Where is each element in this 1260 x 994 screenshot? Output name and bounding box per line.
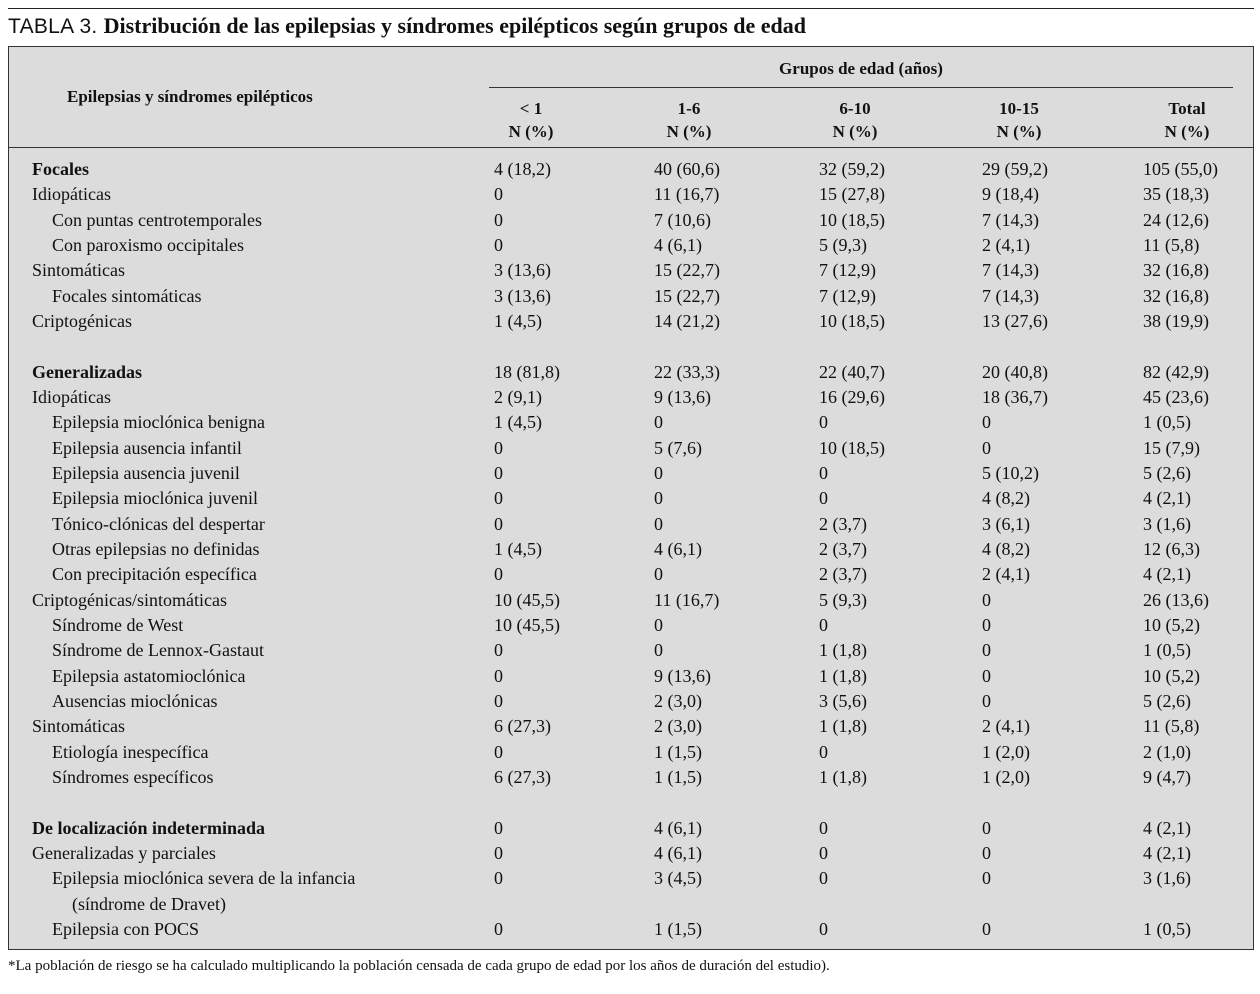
table-cell: 0: [982, 843, 991, 863]
table-row: [9, 360, 1253, 385]
table-row: [9, 537, 1253, 562]
table-cell: 4 (2,1): [1143, 488, 1191, 508]
table-cell: 4 (2,1): [1143, 564, 1191, 584]
column-header-6-10: [815, 97, 895, 143]
table-cell: 0: [494, 564, 503, 584]
table-cell: 18 (81,8): [494, 362, 560, 382]
column-header-lt1: [491, 97, 571, 143]
table-cell: 10 (18,5): [819, 438, 885, 458]
row-header: Epilepsias y síndromes epilépticos: [67, 87, 313, 106]
column-unit: N (%): [666, 122, 712, 141]
table-cell: 24 (12,6): [1143, 210, 1209, 230]
table-cell: 0: [494, 919, 503, 939]
table-cell: 2 (1,0): [1143, 742, 1191, 762]
row-label: Otras epilepsias no definidas: [52, 539, 260, 559]
column-header-1-6: [649, 97, 729, 143]
table-cell: 5 (2,6): [1143, 691, 1191, 711]
table-cell: 0: [819, 919, 828, 939]
top-rule: [8, 8, 1254, 9]
table-row: [9, 233, 1253, 258]
table-cell: 5 (9,3): [819, 590, 867, 610]
table-cell: 0: [494, 488, 503, 508]
table-cell: 16 (29,6): [819, 387, 885, 407]
table-row: [9, 613, 1253, 638]
table-cell: 2 (3,0): [654, 716, 702, 736]
column-name: 1-6: [677, 99, 701, 118]
table-cell: 9 (13,6): [654, 666, 711, 686]
table-cell: 9 (18,4): [982, 184, 1039, 204]
table-cell: 15 (7,9): [1143, 438, 1200, 458]
header-rule: [9, 147, 1253, 148]
table-cell: 10 (5,2): [1143, 615, 1200, 635]
table-cell: 4 (18,2): [494, 159, 551, 179]
row-label: Síndrome de West: [52, 615, 184, 635]
column-header-total: [1147, 97, 1227, 143]
table-cell: 2 (9,1): [494, 387, 542, 407]
column-unit: N (%): [1164, 122, 1210, 141]
table-cell: 1 (1,5): [654, 742, 702, 762]
table-row: [9, 284, 1253, 309]
table-cell: 10 (45,5): [494, 590, 560, 610]
row-label: Con precipitación específica: [52, 564, 257, 584]
table-row: [9, 892, 1253, 917]
table-row: [9, 562, 1253, 587]
table-cell: 15 (22,7): [654, 260, 720, 280]
table-cell: 6 (27,3): [494, 716, 551, 736]
table-cell: 11 (5,8): [1143, 235, 1200, 255]
table-cell: 0: [494, 210, 503, 230]
table-row: [9, 816, 1253, 841]
table-cell: 13 (27,6): [982, 311, 1048, 331]
table-cell: 0: [982, 615, 991, 635]
table-cell: 0: [982, 412, 991, 432]
table-row: [9, 461, 1253, 486]
table-cell: 2 (4,1): [982, 235, 1030, 255]
row-label: Criptogénicas: [32, 311, 132, 331]
table-cell: 4 (6,1): [654, 235, 702, 255]
table-cell: 1 (4,5): [494, 311, 542, 331]
table-cell: 0: [819, 488, 828, 508]
table-cell: 22 (40,7): [819, 362, 885, 382]
table-cell: 4 (2,1): [1143, 843, 1191, 863]
table-row: [9, 841, 1253, 866]
table-title: [8, 12, 806, 41]
table-cell: 14 (21,2): [654, 311, 720, 331]
table-cell: 20 (40,8): [982, 362, 1048, 382]
table-cell: 2 (4,1): [982, 716, 1030, 736]
table-cell: 2 (3,7): [819, 539, 867, 559]
table-cell: 4 (2,1): [1143, 818, 1191, 838]
row-label: Epilepsia mioclónica severa de la infancia: [52, 868, 356, 888]
column-name: < 1: [519, 99, 543, 118]
row-label: Síndromes específicos: [52, 767, 214, 787]
table-cell: 1 (1,5): [654, 919, 702, 939]
table-cell: 0: [494, 463, 503, 483]
row-label: Criptogénicas/sintomáticas: [32, 590, 227, 610]
table-row: [9, 588, 1253, 613]
table-cell: 29 (59,2): [982, 159, 1048, 179]
table-cell: 10 (18,5): [819, 311, 885, 331]
table-cell: 22 (33,3): [654, 362, 720, 382]
table-cell: 40 (60,6): [654, 159, 720, 179]
table-cell: 1 (0,5): [1143, 412, 1191, 432]
row-label: Generalizadas: [32, 362, 142, 382]
row-label: Con puntas centrotemporales: [52, 210, 262, 230]
table-cell: 0: [982, 590, 991, 610]
table-cell: 82 (42,9): [1143, 362, 1209, 382]
table-row: [9, 258, 1253, 283]
table-cell: 105 (55,0): [1143, 159, 1218, 179]
table-cell: 10 (18,5): [819, 210, 885, 230]
table-cell: 0: [494, 438, 503, 458]
table-cell: 7 (10,6): [654, 210, 711, 230]
table-row: [9, 486, 1253, 511]
table-cell: 0: [654, 615, 663, 635]
table-cell: 0: [654, 564, 663, 584]
row-label: Epilepsia mioclónica benigna: [52, 412, 265, 432]
table-cell: 0: [494, 742, 503, 762]
table-cell: 0: [494, 640, 503, 660]
table-cell: 0: [494, 843, 503, 863]
table-cell: 38 (19,9): [1143, 311, 1209, 331]
table-cell: 0: [819, 463, 828, 483]
table-cell: 0: [982, 666, 991, 686]
table-cell: 35 (18,3): [1143, 184, 1209, 204]
table-cell: 11 (16,7): [654, 590, 720, 610]
row-label: Focales sintomáticas: [52, 286, 202, 306]
table-cell: 0: [982, 818, 991, 838]
table-cell: 32 (59,2): [819, 159, 885, 179]
table-row: [9, 436, 1253, 461]
table-cell: 4 (6,1): [654, 843, 702, 863]
table-row: [9, 157, 1253, 182]
group-header-rule: [489, 87, 1233, 88]
table-cell: 2 (3,7): [819, 564, 867, 584]
table-row: [9, 385, 1253, 410]
column-unit: N (%): [832, 122, 878, 141]
table-cell: 3 (13,6): [494, 286, 551, 306]
group-header: Grupos de edad (años): [779, 59, 943, 78]
column-name: Total: [1168, 99, 1206, 118]
table-cell: 5 (9,3): [819, 235, 867, 255]
table-cell: 3 (5,6): [819, 691, 867, 711]
table-cell: 1 (1,8): [819, 767, 867, 787]
table-cell: 0: [819, 868, 828, 888]
table-cell: 15 (22,7): [654, 286, 720, 306]
table-cell: 1 (1,8): [819, 666, 867, 686]
table-cell: 0: [982, 919, 991, 939]
table-cell: 11 (16,7): [654, 184, 720, 204]
row-label: Epilepsia con POCS: [52, 919, 199, 939]
table-cell: 0: [654, 640, 663, 660]
column-name: 10-15: [999, 99, 1039, 118]
table-cell: 0: [494, 691, 503, 711]
row-label: Epilepsia mioclónica juvenil: [52, 488, 258, 508]
table-cell: 9 (4,7): [1143, 767, 1191, 787]
table-cell: 1 (1,8): [819, 640, 867, 660]
table-cell: 7 (14,3): [982, 260, 1039, 280]
table-row: [9, 866, 1253, 891]
table-cell: 0: [819, 818, 828, 838]
table-row: [9, 638, 1253, 663]
table-cell: 1 (0,5): [1143, 640, 1191, 660]
table-cell: 10 (5,2): [1143, 666, 1200, 686]
table-row: [9, 309, 1253, 334]
table-cell: 1 (1,8): [819, 716, 867, 736]
row-label: Epilepsia ausencia infantil: [52, 438, 242, 458]
row-label: Epilepsia ausencia juvenil: [52, 463, 240, 483]
table-cell: 5 (7,6): [654, 438, 702, 458]
table-cell: 0: [494, 235, 503, 255]
table-cell: 1 (4,5): [494, 539, 542, 559]
table-cell: 5 (10,2): [982, 463, 1039, 483]
table-title-text: Distribución de las epilepsias y síndromes epilépticos según grupos de edad: [103, 13, 807, 38]
table-cell: 5 (2,6): [1143, 463, 1191, 483]
footnote: *La población de riesgo se ha calculado multiplicando la población censada de cada grupo de edad por los años de duración del estudio).: [8, 958, 830, 974]
row-label: Sintomáticas: [32, 716, 125, 736]
row-label: Idiopáticas: [32, 184, 111, 204]
table-row: [9, 917, 1253, 942]
table-cell: 0: [982, 868, 991, 888]
table-cell: 7 (12,9): [819, 260, 876, 280]
table-cell: 7 (14,3): [982, 210, 1039, 230]
table-cell: 0: [819, 412, 828, 432]
table-cell: 1 (4,5): [494, 412, 542, 432]
table-row: [9, 689, 1253, 714]
column-header-10-15: [979, 97, 1059, 143]
table-cell: 10 (45,5): [494, 615, 560, 635]
table-cell: 2 (3,7): [819, 514, 867, 534]
table-cell: 1 (0,5): [1143, 919, 1191, 939]
table-cell: 4 (8,2): [982, 488, 1030, 508]
table-cell: 7 (12,9): [819, 286, 876, 306]
row-label: Focales: [32, 159, 89, 179]
table-cell: 0: [654, 412, 663, 432]
table-row: [9, 664, 1253, 689]
table-cell: 4 (6,1): [654, 818, 702, 838]
table-cell: 1 (2,0): [982, 767, 1030, 787]
table-cell: 0: [654, 488, 663, 508]
table-cell: 0: [819, 843, 828, 863]
table-row: [9, 765, 1253, 790]
column-unit: N (%): [508, 122, 554, 141]
row-label: Sintomáticas: [32, 260, 125, 280]
row-label: Etiología inespecífica: [52, 742, 209, 762]
table-row: [9, 714, 1253, 739]
table-cell: 7 (14,3): [982, 286, 1039, 306]
table-row: [9, 208, 1253, 233]
table-cell: 1 (1,5): [654, 767, 702, 787]
row-label: Tónico-clónicas del despertar: [52, 514, 265, 534]
table-cell: 0: [494, 184, 503, 204]
table-cell: 6 (27,3): [494, 767, 551, 787]
table-cell: 0: [494, 514, 503, 534]
table-cell: 0: [654, 514, 663, 534]
table-cell: 0: [494, 868, 503, 888]
table-cell: 0: [819, 615, 828, 635]
row-label: Epilepsia astatomioclónica: [52, 666, 246, 686]
row-label: Idiopáticas: [32, 387, 111, 407]
table-cell: 4 (8,2): [982, 539, 1030, 559]
table-row: [9, 182, 1253, 207]
table-cell: 0: [654, 463, 663, 483]
table-cell: 9 (13,6): [654, 387, 711, 407]
table-cell: 0: [494, 666, 503, 686]
table-cell: 0: [982, 640, 991, 660]
row-label: Con paroxismo occipitales: [52, 235, 244, 255]
table-cell: 2 (3,0): [654, 691, 702, 711]
table-row: [9, 512, 1253, 537]
row-label: De localización indeterminada: [32, 818, 265, 838]
table-cell: 3 (6,1): [982, 514, 1030, 534]
row-label: Síndrome de Lennox-Gastaut: [52, 640, 264, 660]
column-name: 6-10: [839, 99, 871, 118]
row-label: Generalizadas y parciales: [32, 843, 216, 863]
table-cell: 0: [819, 742, 828, 762]
table-cell: 26 (13,6): [1143, 590, 1209, 610]
row-label: Ausencias mioclónicas: [52, 691, 218, 711]
table-cell: 3 (4,5): [654, 868, 702, 888]
table-cell: 0: [982, 438, 991, 458]
table-cell: 32 (16,8): [1143, 260, 1209, 280]
table-box: [8, 46, 1254, 950]
table-cell: 45 (23,6): [1143, 387, 1209, 407]
table-cell: 0: [982, 691, 991, 711]
table-row: [9, 410, 1253, 435]
column-unit: N (%): [996, 122, 1042, 141]
table-cell: 4 (6,1): [654, 539, 702, 559]
table-cell: 32 (16,8): [1143, 286, 1209, 306]
table-cell: 15 (27,8): [819, 184, 885, 204]
table-cell: 1 (2,0): [982, 742, 1030, 762]
table-cell: 11 (5,8): [1143, 716, 1200, 736]
row-label: (síndrome de Dravet): [72, 894, 226, 914]
table-cell: 18 (36,7): [982, 387, 1048, 407]
table-cell: 3 (1,6): [1143, 868, 1191, 888]
table-cell: 12 (6,3): [1143, 539, 1200, 559]
table-cell: 2 (4,1): [982, 564, 1030, 584]
table-row: [9, 740, 1253, 765]
table-cell: 3 (1,6): [1143, 514, 1191, 534]
table-cell: 3 (13,6): [494, 260, 551, 280]
table-cell: 0: [494, 818, 503, 838]
table-label: TABLA 3.: [8, 15, 98, 38]
